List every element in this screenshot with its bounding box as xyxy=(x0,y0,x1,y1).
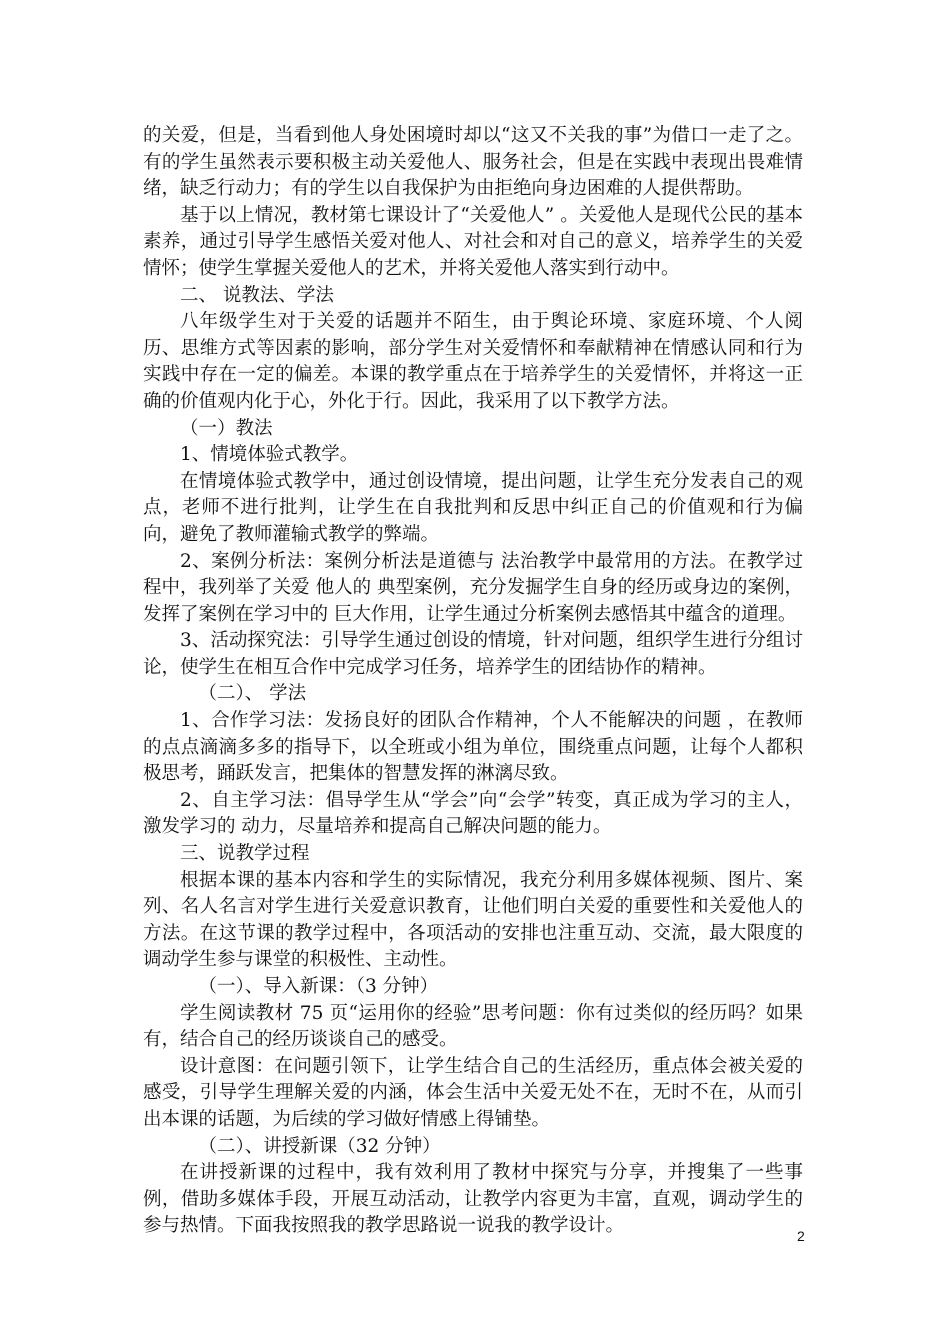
subheading-new-lesson: （二）、讲授新课（32 分钟） xyxy=(198,1135,441,1157)
item-cooperative-learning: 1、合作学习法：发扬良好的团队合作精神，个人不能解决的问题 ，在教师的点点滴滴多多的指导下，以全班或小组为单位，围绕重点问题，让每个人都积极思考，踊跃发言，把集体的智慧发挥的淋漓尽致。 xyxy=(143,710,803,785)
paragraph-new-lesson: 在讲授新课的过程中，我有效利用了教材中探究与分享，并搜集了一些事例，借助多媒体手段，开展互动活动，让教学内容更为丰富，直观，调动学生的参与热情。下面我按照我的教学思路说一说我的教学设计。 xyxy=(143,1162,803,1237)
item-independent-learning: 2、自主学习法：倡导学生从“学会”向“会学”转变，真正成为学习的主人，激发学习的 动力，尽量培养和提高自己解决问题的能力。 xyxy=(143,789,803,838)
paragraph-process-overview: 根据本课的基本内容和学生的实际情况，我充分利用多媒体视频、图片、案列、名人名言对学生进行关爱意识教育，让他们明白关爱的重要性和关爱他人的 方法。在这节课的教学过程中，各项活动的安排也注重互动、交流，最大限度的调动学生参与课堂的积极性、主动性。 xyxy=(143,869,803,971)
subheading-teaching-methods: （一）教法 xyxy=(180,417,273,439)
subheading-learning-methods: （二）、 学法 xyxy=(198,683,307,705)
item-activity-inquiry: 3、活动探究法：引导学生通过创设的情境，针对问题，组织学生进行分组讨论，使学生在相互合作中完成学习任务，培养学生的团结协作的精神。 xyxy=(143,630,803,678)
paragraph-course-design: 基于以上情况，教材第七课设计了“关爱他人” 。关爱他人是现代公民的基本素养，通过引导学生感悟关爱对他人、对社会和对自己的意义，培养学生的关爱情怀；使学生掌握关爱他人的艺术，并将关爱他人落实到行动中。 xyxy=(143,204,803,279)
document-body xyxy=(143,123,803,1240)
paragraph-student-background: 八年级学生对于关爱的话题并不陌生，由于舆论环境、家庭环境、个人阅历、思维方式等因素的影响，部分学生对关爱情怀和奉献精神在情感认同和行为实践中存在一定的偏差。本课的教学重点在于培养学生的关爱情怀，并将这一正确的价值观内化于心，外化于行。因此，我采用了以下教学方法。 xyxy=(143,311,803,412)
item-case-analysis: 2、案例分析法：案例分析法是道德与 法治教学中最常用的方法。在教学过程中，我列举了关爱 他人的 典型案例，充分发掘学生自身的经历或身边的案例，发挥了案例在学习中的 巨大作用，让学生通过分析案例去感悟其中蕴含的道理。 xyxy=(143,550,803,625)
page-number: 2 xyxy=(797,1228,805,1244)
section-heading-methods: 二、 说教法、学法 xyxy=(180,284,334,306)
paragraph-situational-teaching: 在情境体验式教学中，通过创设情境，提出问题，让学生充分发表自己的观点，老师不进行批判，让学生在自我批判和反思中纠正自己的价值观和行为偏向，避免了教师灌输式教学的弊端。 xyxy=(143,470,803,545)
item-situational-teaching: 1、情境体验式教学。 xyxy=(180,444,359,466)
paragraph-introduction-task: 学生阅读教材 75 页“运用你的经验”思考问题：你有过类似的经历吗？如果有，结合自己的经历谈谈自己的感受。 xyxy=(143,1002,803,1051)
paragraph-continuation: 的关爱，但是，当看到他人身处困境时却以“这又不关我的事”为借口一走了之。有的学生虽然表示要积极主动关爱他人、服务社会，但是在实践中表现出畏难情绪，缺乏行动力；有的学生以自我保护为由拒绝向身边困难的人提供帮助。 xyxy=(143,125,803,200)
paragraph-design-intent: 设计意图：在问题引领下，让学生结合自己的生活经历，重点体会被关爱的感受，引导学生理解关爱的内涵，体会生活中关爱无处不在，无时不在，从而引出本课的话题，为后续的学习做好情感上得铺垫。 xyxy=(143,1055,803,1130)
subheading-introduction: （一）、导入新课：（3 分钟） xyxy=(198,976,439,997)
section-heading-process: 三、说教学过程 xyxy=(180,843,310,865)
